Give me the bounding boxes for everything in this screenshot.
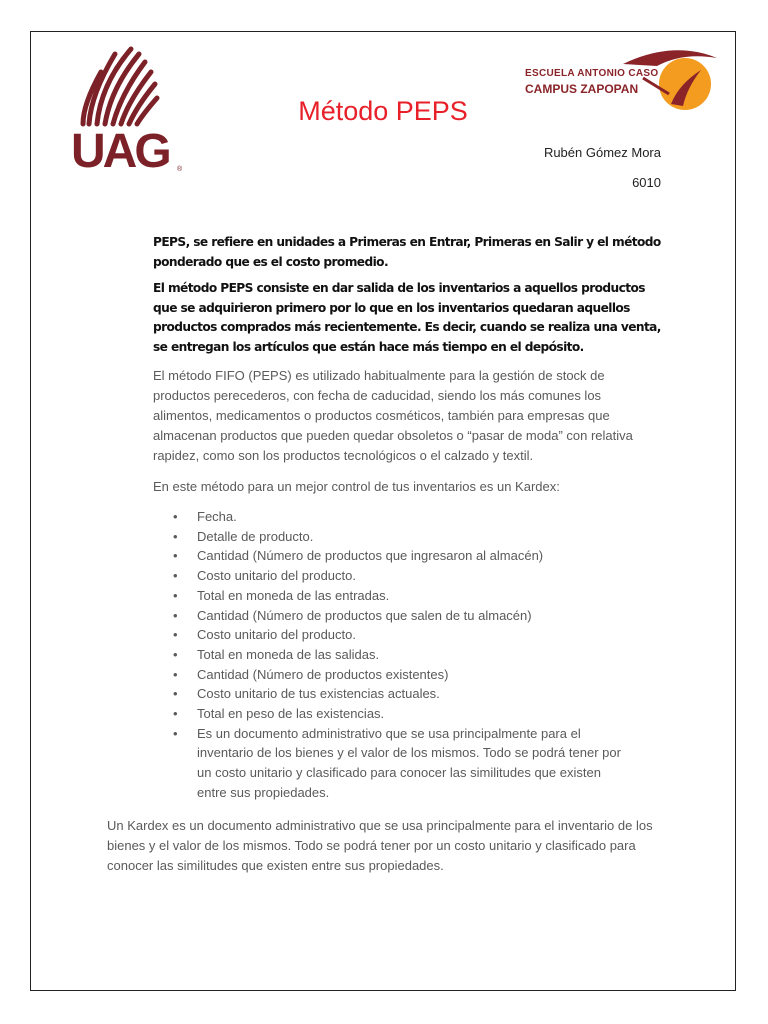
list-item: • Cantidad (Número de productos existentes)	[153, 665, 623, 685]
bullet-icon: •	[173, 548, 178, 564]
list-item: • Costo unitario del producto.	[153, 625, 623, 645]
bullet-icon: •	[173, 627, 178, 643]
bullet-icon: •	[173, 646, 178, 662]
paragraph-kardex-intro: En este método para un mejor control de tus inventarios es un Kardex:	[153, 479, 560, 494]
list-item: • Total en moneda de las salidas.	[153, 645, 623, 665]
campus-logo-line1: ESCUELA ANTONIO CASO	[525, 68, 659, 79]
list-item: • Total en peso de las existencias.	[153, 704, 623, 724]
student-code: 6010	[632, 175, 661, 190]
bullet-icon: •	[173, 568, 178, 584]
bullet-icon: •	[173, 706, 178, 722]
bullet-icon: •	[173, 666, 178, 682]
list-item: • Cantidad (Número de productos que ingresaron al almacén)	[153, 546, 623, 566]
uag-logo-text: UAG	[71, 125, 169, 178]
bullet-icon: •	[173, 686, 178, 702]
document-page	[30, 31, 736, 991]
paragraph-fifo: El método FIFO (PEPS) es utilizado habitualmente para la gestión de stock de productos perecederos, con fecha de caducidad, siendo los más comunes los alimentos, medicamentos o productos cosméticos, también para empresas que almacenan productos que pueden quedar obsoletos o “pasar de moda” con relativa rapidez, como son los productos tecnológicos o el calzado y textil.	[153, 368, 633, 463]
list-item: • Detalle de producto.	[153, 527, 623, 547]
registered-mark: ®	[177, 166, 183, 173]
paragraph-peps-method: El método PEPS consiste en dar salida de los inventarios a aquellos productos que se adquirieron primero por lo que en los inventarios quedaran aquellos productos comprados más recientemente. Es decir, cuando se realiza una venta, se entregan los artículos que están hace más tiempo en el depósito.	[153, 281, 661, 354]
page-title: Método PEPS	[298, 96, 468, 126]
bullet-icon: •	[173, 607, 178, 623]
list-item: • Total en moneda de las entradas.	[153, 586, 623, 606]
list-item: • Es un documento administrativo que se usa principalmente para el inventario de los bienes y el valor de los mismos. Todo se podrá tener por un costo unitario y clasificado para conocer las similitudes que existen entre sus propiedades.	[173, 725, 621, 800]
bullet-icon: •	[173, 528, 178, 544]
paragraph-kardex-definition: Un Kardex es un documento administrativo que se usa principalmente para el inventario de los bienes y el valor de los mismos. Todo se podrá tener por un costo unitario y clasificado para conocer las similitudes que existen entre sus propiedades.	[107, 818, 653, 873]
author-name: Rubén Gómez Mora	[543, 145, 661, 160]
list-item: • Costo unitario de tus existencias actuales.	[153, 684, 623, 704]
bullet-icon: •	[173, 509, 178, 524]
list-item: • Cantidad (Número de productos que salen de tu almacén)	[153, 606, 623, 626]
campus-logo-line2: CAMPUS ZAPOPAN	[525, 82, 639, 96]
list-item: • Fecha.	[153, 507, 623, 527]
bullet-icon: •	[173, 587, 178, 603]
campus-swoosh-icon	[613, 44, 723, 124]
list-item: • Costo unitario del producto.	[153, 566, 623, 586]
paragraph-peps-definition: PEPS, se refiere en unidades a Primeras en Entrar, Primeras en Salir y el método ponderado que es el costo promedio.	[153, 235, 661, 269]
bullet-icon: •	[173, 725, 178, 741]
kardex-list	[153, 507, 623, 803]
campus-logo	[525, 44, 725, 124]
